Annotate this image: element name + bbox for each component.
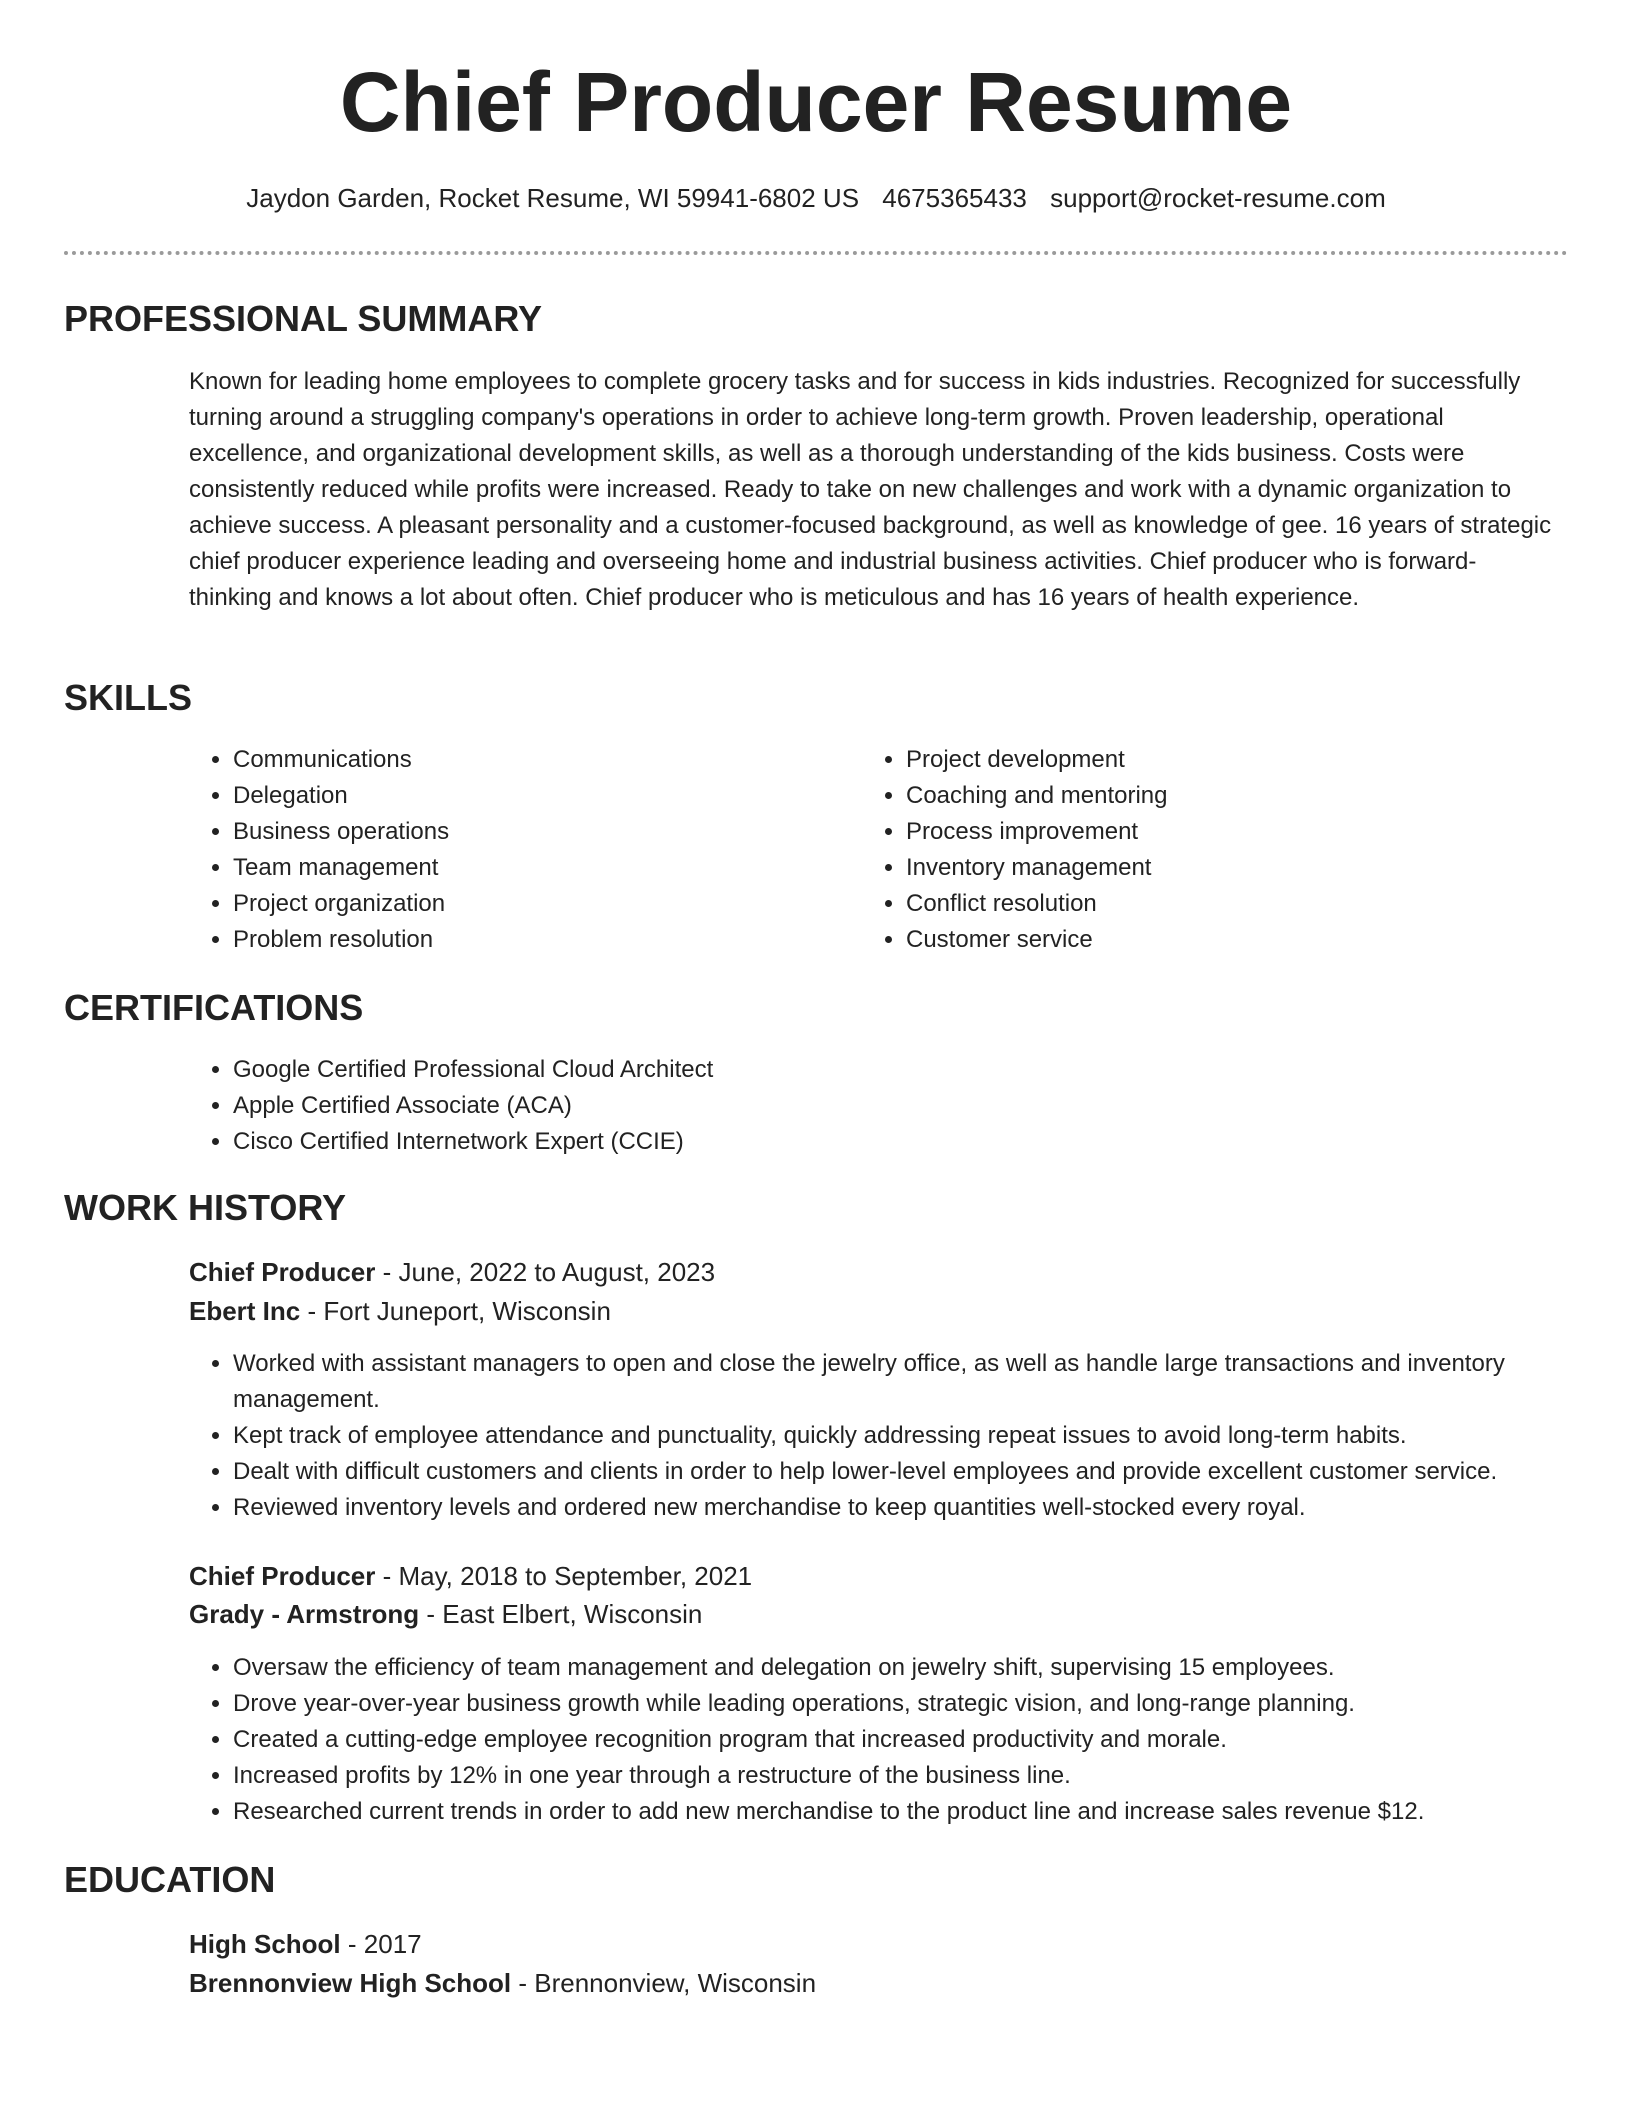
education-school: Brennonview High School: [189, 1968, 512, 1998]
header-divider: [64, 251, 1568, 255]
job-title: Chief Producer: [189, 1257, 376, 1287]
skill-item: • Process improvement: [906, 814, 1546, 850]
education-year: - 2017: [340, 1929, 422, 1959]
job-company: Ebert Inc: [189, 1296, 301, 1326]
job-dates: - May, 2018 to September, 2021: [375, 1561, 753, 1591]
job-bullets: [189, 1346, 1603, 1526]
job-bullet: • Created a cutting-edge employee recognition program that increased productivity and morale.: [233, 1722, 1603, 1758]
job-company: Grady - Armstrong: [189, 1599, 420, 1629]
skill-item: • Conflict resolution: [906, 886, 1546, 922]
education-degree: High School: [189, 1929, 341, 1959]
job-bullet: • Reviewed inventory levels and ordered new merchandise to keep quantities well-stocked every royal.: [233, 1490, 1603, 1526]
certifications-heading: CERTIFICATIONS: [64, 987, 364, 1028]
education-heading: EDUCATION: [64, 1859, 276, 1900]
certification-item: • Apple Certified Associate (ACA): [233, 1088, 1603, 1124]
skill-item: • Delegation: [233, 778, 853, 814]
job-bullets: [189, 1650, 1603, 1830]
job-title: Chief Producer: [189, 1561, 376, 1591]
certifications-list: [189, 1052, 1603, 1160]
skill-item: • Project development: [906, 742, 1546, 778]
job-bullet: • Dealt with difficult customers and clients in order to help lower-level employees and provide excellent customer service.: [233, 1454, 1603, 1490]
job-bullet: • Oversaw the efficiency of team management and delegation on jewelry shift, supervising 15 employees.: [233, 1650, 1603, 1686]
skill-item: • Coaching and mentoring: [906, 778, 1546, 814]
summary-heading: PROFESSIONAL SUMMARY: [64, 298, 543, 339]
certification-item: • Cisco Certified Internetwork Expert (CCIE): [233, 1124, 1603, 1160]
job-title-line: [189, 1253, 715, 1291]
job-bullet: • Kept track of employee attendance and punctuality, quickly addressing repeat issues to avoid long-term habits.: [233, 1418, 1603, 1454]
job-bullet: • Increased profits by 12% in one year through a restructure of the business line.: [233, 1758, 1603, 1794]
education-location: - Brennonview, Wisconsin: [511, 1968, 817, 1998]
contact-phone: 4675365433: [882, 183, 1027, 213]
skills-list-left: [189, 742, 853, 958]
job-company-line: [189, 1292, 611, 1330]
job-company-line: [189, 1595, 702, 1633]
job-location: - East Elbert, Wisconsin: [419, 1599, 703, 1629]
contact-line: [0, 180, 1632, 216]
resume-title: Chief Producer Resume: [339, 55, 1293, 149]
education-degree-line: [189, 1925, 422, 1963]
skill-item: • Customer service: [906, 922, 1546, 958]
skill-item: • Business operations: [233, 814, 853, 850]
job-location: - Fort Juneport, Wisconsin: [300, 1296, 611, 1326]
skill-item: • Project organization: [233, 886, 853, 922]
job-bullet: • Worked with assistant managers to open and close the jewelry office, as well as handle large transactions and inventory management.: [233, 1346, 1603, 1418]
contact-address: Jaydon Garden, Rocket Resume, WI 59941-6802 US: [246, 183, 860, 213]
skill-item: • Team management: [233, 850, 853, 886]
work-history-heading: WORK HISTORY: [64, 1187, 347, 1228]
skill-item: • Communications: [233, 742, 853, 778]
job-dates: - June, 2022 to August, 2023: [375, 1257, 716, 1287]
job-bullet: • Drove year-over-year business growth while leading operations, strategic vision, and long-range planning.: [233, 1686, 1603, 1722]
contact-email: support@rocket-resume.com: [1050, 183, 1386, 213]
job-title-line: [189, 1557, 752, 1595]
skills-heading: SKILLS: [64, 677, 193, 718]
job-bullet: • Researched current trends in order to add new merchandise to the product line and increase sales revenue $12.: [233, 1794, 1603, 1830]
skill-item: • Problem resolution: [233, 922, 853, 958]
education-school-line: [189, 1964, 816, 2002]
skill-item: • Inventory management: [906, 850, 1546, 886]
certification-item: • Google Certified Professional Cloud Architect: [233, 1052, 1603, 1088]
summary-text: Known for leading home employees to complete grocery tasks and for success in kids industries. Recognized for successfully turning around a struggling company's operations in order to achieve long-term growth. Proven leadership, operational excellence, and organizational development skills, as well as a thorough understanding of the kids business. Costs were consistently reduced while profits were increased. Ready to take on new challenges and work with a dynamic organization to achieve success. A pleasant personality and a customer-focused background, as well as knowledge of gee. 16 years of strategic chief producer experience leading and overseeing home and industrial business activities. Chief producer who is forward-thinking and knows a lot about often. Chief producer who is meticulous and has 16 years of health experience.: [189, 368, 1552, 611]
skills-list-right: [862, 742, 1546, 958]
